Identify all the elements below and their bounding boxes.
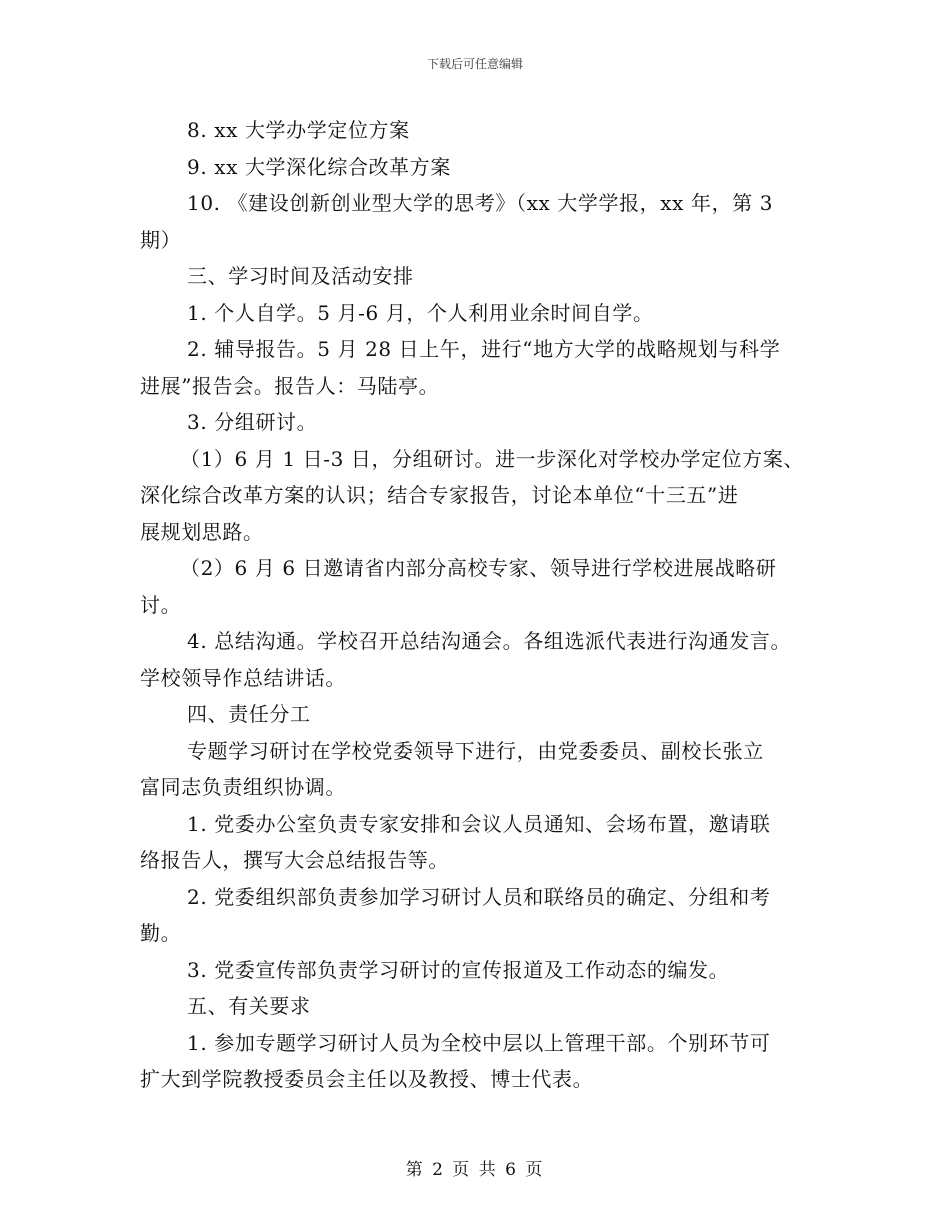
text-line: 4. 总结沟通。学校召开总结沟通会。各组选派代表进行沟通发言。 <box>187 629 792 653</box>
text-line: 2. 辅导报告。5 月 28 日上午，进行“地方大学的战略规划与科学 <box>187 337 781 361</box>
text-line: 1. 参加专题学习研讨人员为全校中层以上管理干部。个别环节可 <box>187 1030 771 1055</box>
document-body <box>140 112 820 1098</box>
text-line: 期） <box>140 227 182 252</box>
text-line: 9. xx 大学深化综合改革方案 <box>187 154 451 179</box>
text-line: （2）6 月 6 日邀请省内部分高校专家、领导进行学校进展战略研 <box>180 556 777 580</box>
text-line: 讨。 <box>140 592 182 617</box>
text-line: 五、有关要求 <box>187 994 311 1018</box>
text-line: 深化综合改革方案的认识；结合专家报告，讨论本单位“十三五”进 <box>140 483 739 507</box>
text-line: 10. 《建设创新创业型大学的思考》（xx 大学学报，xx 年，第 3 <box>187 191 774 215</box>
text-line: 四、责任分工 <box>187 702 311 726</box>
text-line: 三、学习时间及活动安排 <box>187 264 414 288</box>
text-line: 1. 党委办公室负责专家安排和会议人员通知、会场布置，邀请联 <box>187 811 771 836</box>
text-line: 学校领导作总结讲话。 <box>140 665 346 690</box>
page-footer: 第 2 页 共 6 页 <box>405 1160 545 1180</box>
text-line: 勤。 <box>140 921 182 945</box>
text-line: 富同志负责组织协调。 <box>140 775 346 799</box>
text-line: 进展”报告会。报告人：马陆亭。 <box>140 373 440 398</box>
text-line: 8. xx 大学办学定位方案 <box>187 118 410 142</box>
page-header: 下载后可任意编辑 <box>426 57 523 71</box>
text-line: 2. 党委组织部负责参加学习研讨人员和联络员的确定、分组和考 <box>187 884 771 909</box>
text-line: 专题学习研讨在学校党委领导下进行，由党委委员、副校长张立 <box>187 738 764 763</box>
text-line: 络报告人，撰写大会总结报告等。 <box>140 848 449 872</box>
text-line: 展规划思路。 <box>140 519 264 544</box>
text-line: 扩大到学院教授委员会主任以及教授、博士代表。 <box>140 1067 594 1091</box>
text-line: 3. 党委宣传部负责学习研讨的宣传报道及工作动态的编发。 <box>187 957 730 982</box>
text-line: （1）6 月 1 日-3 日，分组研讨。进一步深化对学校办学定位方案、 <box>180 446 805 471</box>
text-line: 3. 分组研讨。 <box>187 410 318 434</box>
text-line: 1. 个人自学。5 月-6 月，个人利用业余时间自学。 <box>187 300 654 325</box>
